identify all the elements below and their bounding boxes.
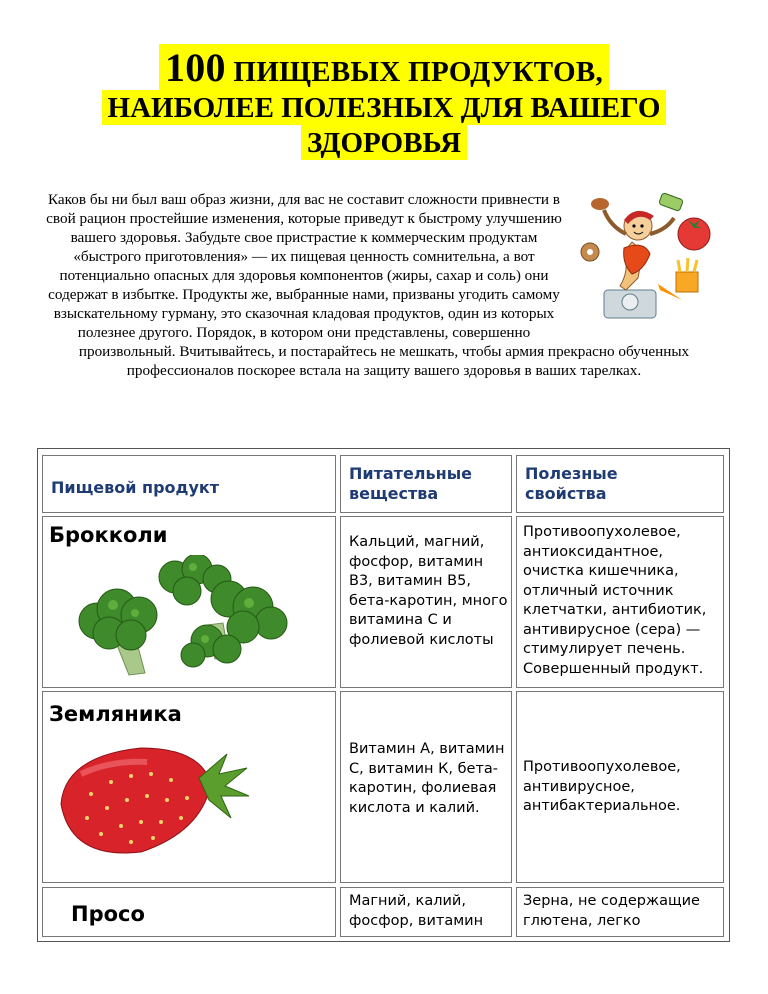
title-line-3: ЗДОРОВЬЯ [301,125,467,160]
strawberry-benefits-cell [516,691,724,883]
strawberry-name: Земляника [49,702,182,726]
broccoli-benefits: Противоопухолевое, антиоксидантное, очистка кишечника, отличный источник клетчатки, антибиотик, антивирусное (сера) — стимулирует печень. Совершенный продукт. [523,524,707,677]
broccoli-nutrients-cell [340,516,512,688]
millet-name: Просо [71,902,145,926]
millet-benefits: Зерна, не содержащие глютена, легко [523,893,700,929]
page-title [0,44,768,160]
broccoli-product-cell [42,516,336,688]
millet-nutrients-cell [340,887,512,937]
title-number: 100 [164,45,226,90]
header-benefits-cell [516,455,724,513]
strawberry-benefits: Противоопухолевое, антивирусное, антибактериальное. [523,759,681,814]
millet-benefits-cell [516,887,724,937]
intro-text: Каков бы ни был ваш образ жизни, для вас не составит сложности привнести в свой рацион простейшие изменения, которые приведут к быстрому улучшению вашего здоровья. Забудьте свое пристрастие к коммерческим продуктам «быстрого приготовления» — их пищевая ценность сомнительна, а вот потенциально опасных для здоровья компонентов (жиры, сахар и соль) они содержат в избытке. Продукты же, выбранные нами, призваны угодить самому взыскательному гурману, это сказочная кладовая продуктов, один из которых полезнее другого. Порядок, в котором они представлены, совершенно произвольный. Вчитывайтесь, и постарайтесь не мешкать, чтобы армия прекрасно обученных профессионалов поскорее встала на защиту вашего здоровья в ваших тарелках. [46,191,690,379]
millet-nutrients: Магний, калий, фосфор, витамин [349,893,484,929]
broccoli-image [57,555,293,683]
woman-with-food-illustration [574,190,724,330]
strawberry-nutrients: Витамин А, витамин С, витамин К, бета-каротин, фолиевая кислота и калий. [349,741,505,816]
millet-product-cell [42,887,336,937]
strawberry-image [51,734,251,866]
header-nutrients: Питательные вещества [349,464,473,503]
strawberry-nutrients-cell [340,691,512,883]
broccoli-benefits-cell [516,516,724,688]
food-table [37,448,730,942]
intro-section [40,190,728,380]
broccoli-nutrients: Кальций, магний, фосфор, витамин В3, витамин В5, бета-каротин, много витамина С и фолиевой кислоты [349,534,508,648]
header-product-cell [42,455,336,513]
strawberry-product-cell [42,691,336,883]
title-line-2: НАИБОЛЕЕ ПОЛЕЗНЫХ ДЛЯ ВАШЕГО [102,90,667,125]
title-line-1 [159,44,609,90]
broccoli-name: Брокколи [49,523,168,547]
header-product: Пищевой продукт [51,478,220,497]
header-benefits: Полезные свойства [525,464,618,503]
header-nutrients-cell [340,455,512,513]
title-text-1: ПИЩЕВЫХ ПРОДУКТОВ, [233,56,604,88]
